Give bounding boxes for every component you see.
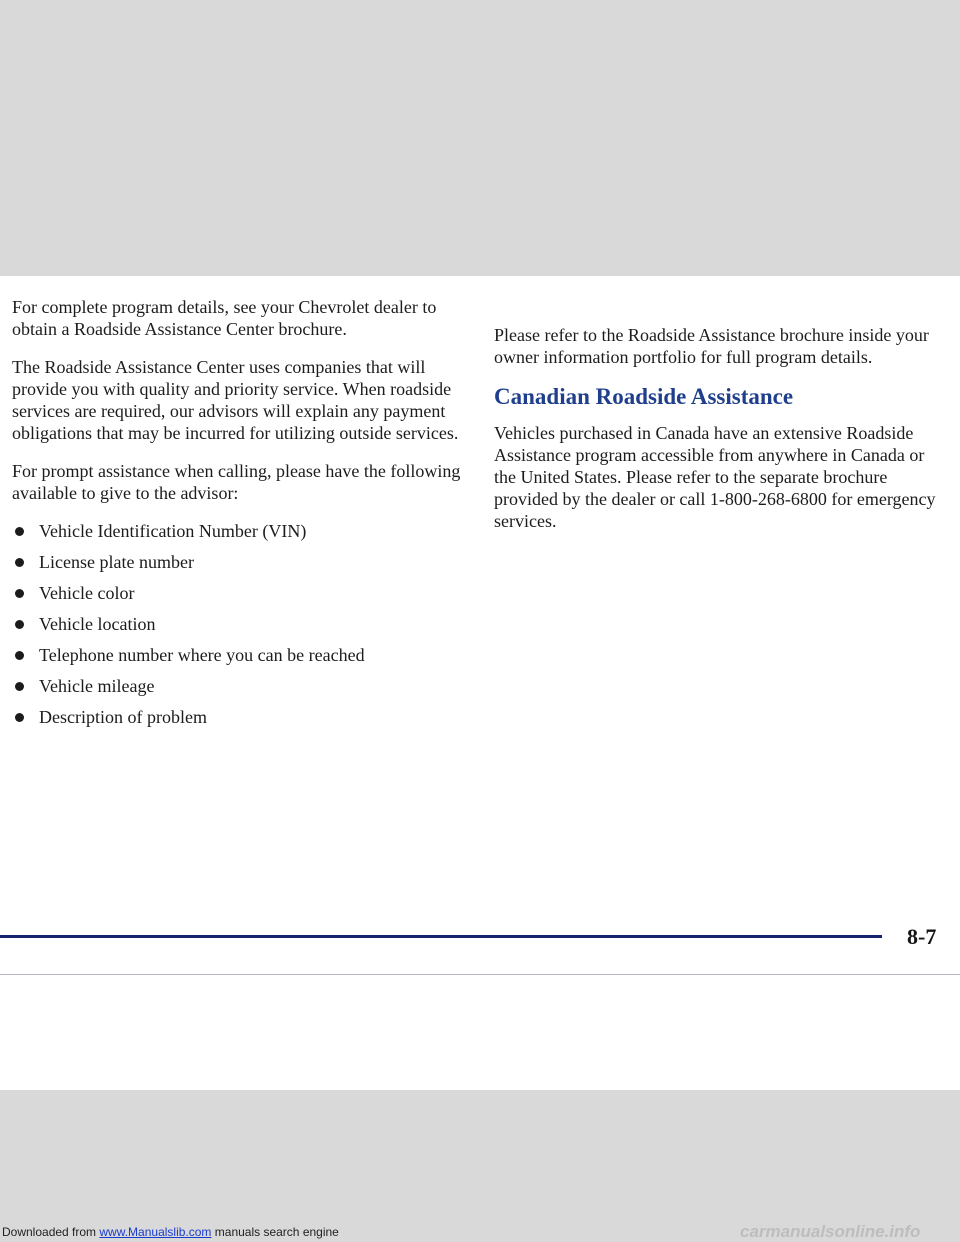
- right-column: [494, 324, 944, 548]
- download-footer: [2, 1225, 339, 1239]
- bullet-icon: [15, 589, 24, 598]
- page-number: 8-7: [907, 924, 937, 949]
- list-item-text: Vehicle location: [39, 614, 156, 634]
- list-item: [12, 551, 462, 573]
- paragraph-brochure-reference: Please refer to the Roadside Assistance brochure inside your owner information portfolio for full program details.: [494, 325, 929, 367]
- bullet-icon: [15, 651, 24, 660]
- footer-prefix: Downloaded from: [2, 1225, 100, 1239]
- list-item-text: Vehicle color: [39, 583, 135, 603]
- paragraph-program-details: For complete program details, see your Chevrolet dealer to obtain a Roadside Assistance Center brochure.: [12, 297, 437, 339]
- list-item-text: License plate number: [39, 552, 194, 572]
- list-item-text: Vehicle Identification Number (VIN): [39, 521, 307, 541]
- page-divider: [0, 935, 882, 938]
- list-item: [12, 644, 462, 666]
- list-item-text: Vehicle mileage: [39, 676, 155, 696]
- list-item: [12, 613, 462, 635]
- list-item: [12, 675, 462, 697]
- list-item: [12, 582, 462, 604]
- section-heading: Canadian Roadside Assistance: [494, 384, 794, 409]
- bullet-icon: [15, 558, 24, 567]
- list-item-text: Telephone number where you can be reached: [39, 645, 365, 665]
- paragraph-canadian-assistance: Vehicles purchased in Canada have an extensive Roadside Assistance program accessible from anywhere in Canada or the United States. Please refer to the separate brochure provided by the dealer or call 1-800-268-6800 for emergency services.: [494, 423, 936, 531]
- list-item: [12, 520, 462, 542]
- watermark: carmanualsonline.info: [740, 1222, 921, 1241]
- bullet-icon: [15, 713, 24, 722]
- paragraph-prompt-assistance: For prompt assistance when calling, please have the following available to give to the advisor:: [12, 461, 461, 503]
- list-item-text: Description of problem: [39, 707, 207, 727]
- footer-suffix: manuals search engine: [211, 1225, 339, 1239]
- bullet-icon: [15, 527, 24, 536]
- manualslib-link[interactable]: www.Manualslib.com: [99, 1225, 212, 1239]
- paragraph-roadside-center: The Roadside Assistance Center uses companies that will provide you with quality and priority service. When roadside services are required, our advisors will explain any payment obligations that may be incurred for utilizing outside services.: [12, 357, 459, 443]
- page-edge-line: [0, 974, 960, 975]
- left-column: [12, 296, 462, 737]
- bullet-icon: [15, 620, 24, 629]
- bullet-icon: [15, 682, 24, 691]
- advisor-info-list: [12, 520, 462, 728]
- list-item: [12, 706, 462, 728]
